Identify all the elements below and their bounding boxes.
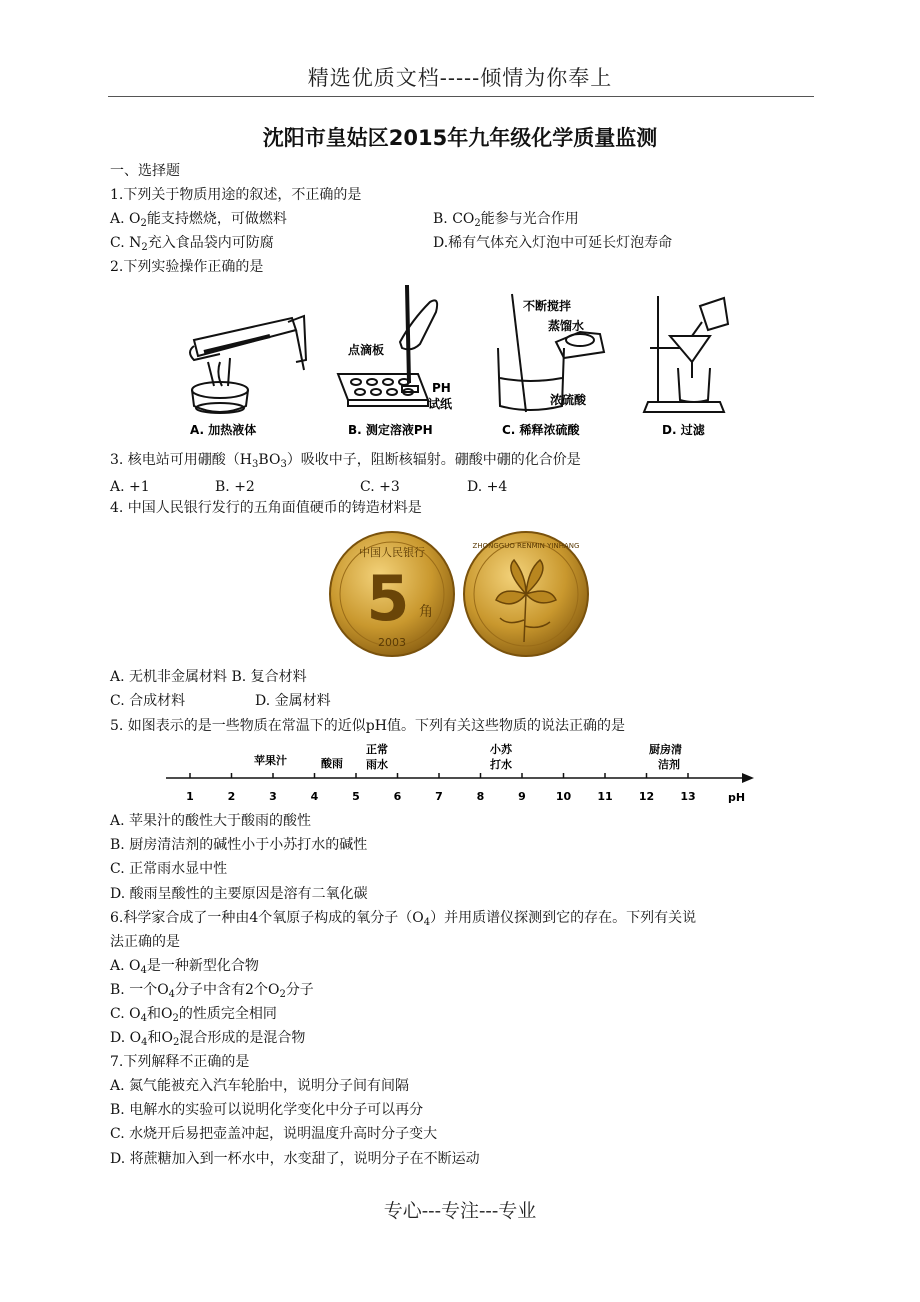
ph-tick-label: 3 <box>269 790 277 803</box>
q3-option-d: D. +4 <box>467 479 508 495</box>
q6-option-b: B. 一个$O_4$分子中含有2个$O_2$分子 <box>110 982 314 1000</box>
ph-tick-label: 10 <box>555 790 572 803</box>
q2-experiment-figure <box>180 282 760 444</box>
label-drop-plate: 点滴板 <box>348 343 385 357</box>
q7-option-b: B. 电解水的实验可以说明化学变化中分子可以再分 <box>110 1102 424 1118</box>
q4-option-c: C. 合成材料 <box>110 693 186 709</box>
ph-tick-label: 5 <box>352 790 360 803</box>
q5-option-d: D. 酸雨呈酸性的主要原因是溶有二氧化碳 <box>110 886 368 902</box>
ph-tick-label: 1 <box>186 790 194 803</box>
ph-tick-label: 13 <box>680 790 696 803</box>
ph-tick-label: 12 <box>638 790 655 803</box>
heating-liquid-illustration <box>190 316 306 413</box>
q6-stem-line1: 6.科学家合成了一种由4个氧原子构成的氧分子$(O_4)$并用质谱仪探测到它的存在。下列有关说 <box>110 910 697 928</box>
label-ph-paper: 试纸 <box>428 397 453 411</box>
ph-scale-figure <box>160 738 760 806</box>
coin-front-digit: 5 <box>366 562 410 635</box>
label-kitchen-cleaner-1: 厨房清 <box>649 743 682 756</box>
header-rule <box>108 96 814 97</box>
ph-tick-label: 7 <box>435 790 443 803</box>
ph-tick-label: 8 <box>476 790 485 803</box>
coin-front-top-text: 中国人民银行 <box>359 546 425 559</box>
label-soda-water-1: 小苏 <box>490 743 512 756</box>
page-title: 沈阳市皇姑区2015年九年级化学质量监测 <box>262 126 658 150</box>
label-normal-rain-2: 雨水 <box>366 758 388 771</box>
ph-tick-label: 11 <box>597 790 613 803</box>
q7-option-a: A. 氮气能被充入汽车轮胎中，说明分子间有间隔 <box>110 1078 410 1094</box>
q1-option-b: B. $CO_2$能参与光合作用 <box>433 211 579 229</box>
caption-c: C. 稀释浓硫酸 <box>502 423 580 437</box>
label-soda-water-2: 打水 <box>490 758 512 771</box>
page-footer: 专心---专注---专业 <box>383 1200 537 1222</box>
q4-option-ab: A. 无机非金属材料 B. 复合材料 <box>110 669 307 685</box>
coin-front-unit: 角 <box>419 604 433 620</box>
ph-tick-label: 2 <box>227 790 236 803</box>
q4-option-d: D. 金属材料 <box>255 693 331 709</box>
ph-axis-arrow <box>742 773 754 783</box>
q5-option-a: A. 苹果汁的酸性大于酸雨的酸性 <box>110 813 312 829</box>
caption-b: B. 测定溶液PH <box>348 423 433 437</box>
ph-tick-label: 4 <box>310 790 319 803</box>
filtration-illustration <box>644 296 728 412</box>
coin-image <box>328 530 590 658</box>
label-ph: PH <box>432 381 451 395</box>
q5-stem: 5. 如图表示的是一些物质在常温下的近似pH值。下列有关这些物质的说法正确的是 <box>110 718 625 734</box>
q1-option-a: A. $O_2$能支持燃烧，可做燃料 <box>110 211 287 229</box>
label-normal-rain-1: 正常 <box>366 743 388 756</box>
ph-axis-unit: pH <box>728 791 746 804</box>
q6-option-d: D. $O_4$和$O_2$混合形成的是混合物 <box>110 1030 306 1048</box>
label-acid-rain: 酸雨 <box>321 757 343 770</box>
q2-stem: 2.下列实验操作正确的是 <box>110 259 264 275</box>
caption-d: D. 过滤 <box>662 423 705 437</box>
label-kitchen-cleaner-2: 洁剂 <box>658 758 680 771</box>
caption-a: A. 加热液体 <box>190 423 257 437</box>
q7-stem: 7.下列解释不正确的是 <box>110 1054 250 1070</box>
q1-option-c: C. $N_2$充入食品袋内可防腐 <box>110 235 274 253</box>
q6-option-c: C. $O_4$和$O_2$的性质完全相同 <box>110 1006 277 1024</box>
label-conc-acid: 浓硫酸 <box>550 393 587 407</box>
label-apple-juice: 苹果汁 <box>254 754 287 767</box>
section-heading: 一、选择题 <box>110 163 180 179</box>
label-stir: 不断搅拌 <box>523 299 572 313</box>
coin-back <box>464 532 588 656</box>
q3-option-a: A. +1 <box>110 479 150 495</box>
page-header: 精选优质文档-----倾情为你奉上 <box>307 66 613 90</box>
q3-option-b: B. +2 <box>215 479 255 495</box>
ph-tick-label: 6 <box>393 790 402 803</box>
label-distilled-water: 蒸馏水 <box>548 319 585 333</box>
q6-stem-line2: 法正确的是 <box>110 934 180 950</box>
q4-stem: 4. 中国人民银行发行的五角面值硬币的铸造材料是 <box>110 500 422 516</box>
q1-stem: 1.下列关于物质用途的叙述，不正确的是 <box>110 187 362 203</box>
q7-option-c: C. 水烧开后易把壶盖冲起，说明温度升高时分子变大 <box>110 1126 438 1142</box>
coin-front-year: 2003 <box>378 636 406 649</box>
q3-stem: 3. 核电站可用硼酸$(H_3BO_3)$吸收中子，阻断核辐射。硼酸中硼的化合价是 <box>110 452 581 470</box>
q1-option-d: D.稀有气体充入灯泡中可延长灯泡寿命 <box>433 235 673 251</box>
coin-front <box>330 532 454 656</box>
q5-option-c: C. 正常雨水显中性 <box>110 861 228 877</box>
q7-option-d: D. 将蔗糖加入到一杯水中，水变甜了，说明分子在不断运动 <box>110 1151 480 1167</box>
q3-option-c: C. +3 <box>360 479 400 495</box>
q6-option-a: A. $O_4$是一种新型化合物 <box>110 958 259 976</box>
q5-option-b: B. 厨房清洁剂的碱性小于小苏打水的碱性 <box>110 837 368 853</box>
ph-tick-label: 9 <box>518 790 526 803</box>
coin-back-text: ZHONGGUO RENMIN YINHANG <box>472 542 580 550</box>
